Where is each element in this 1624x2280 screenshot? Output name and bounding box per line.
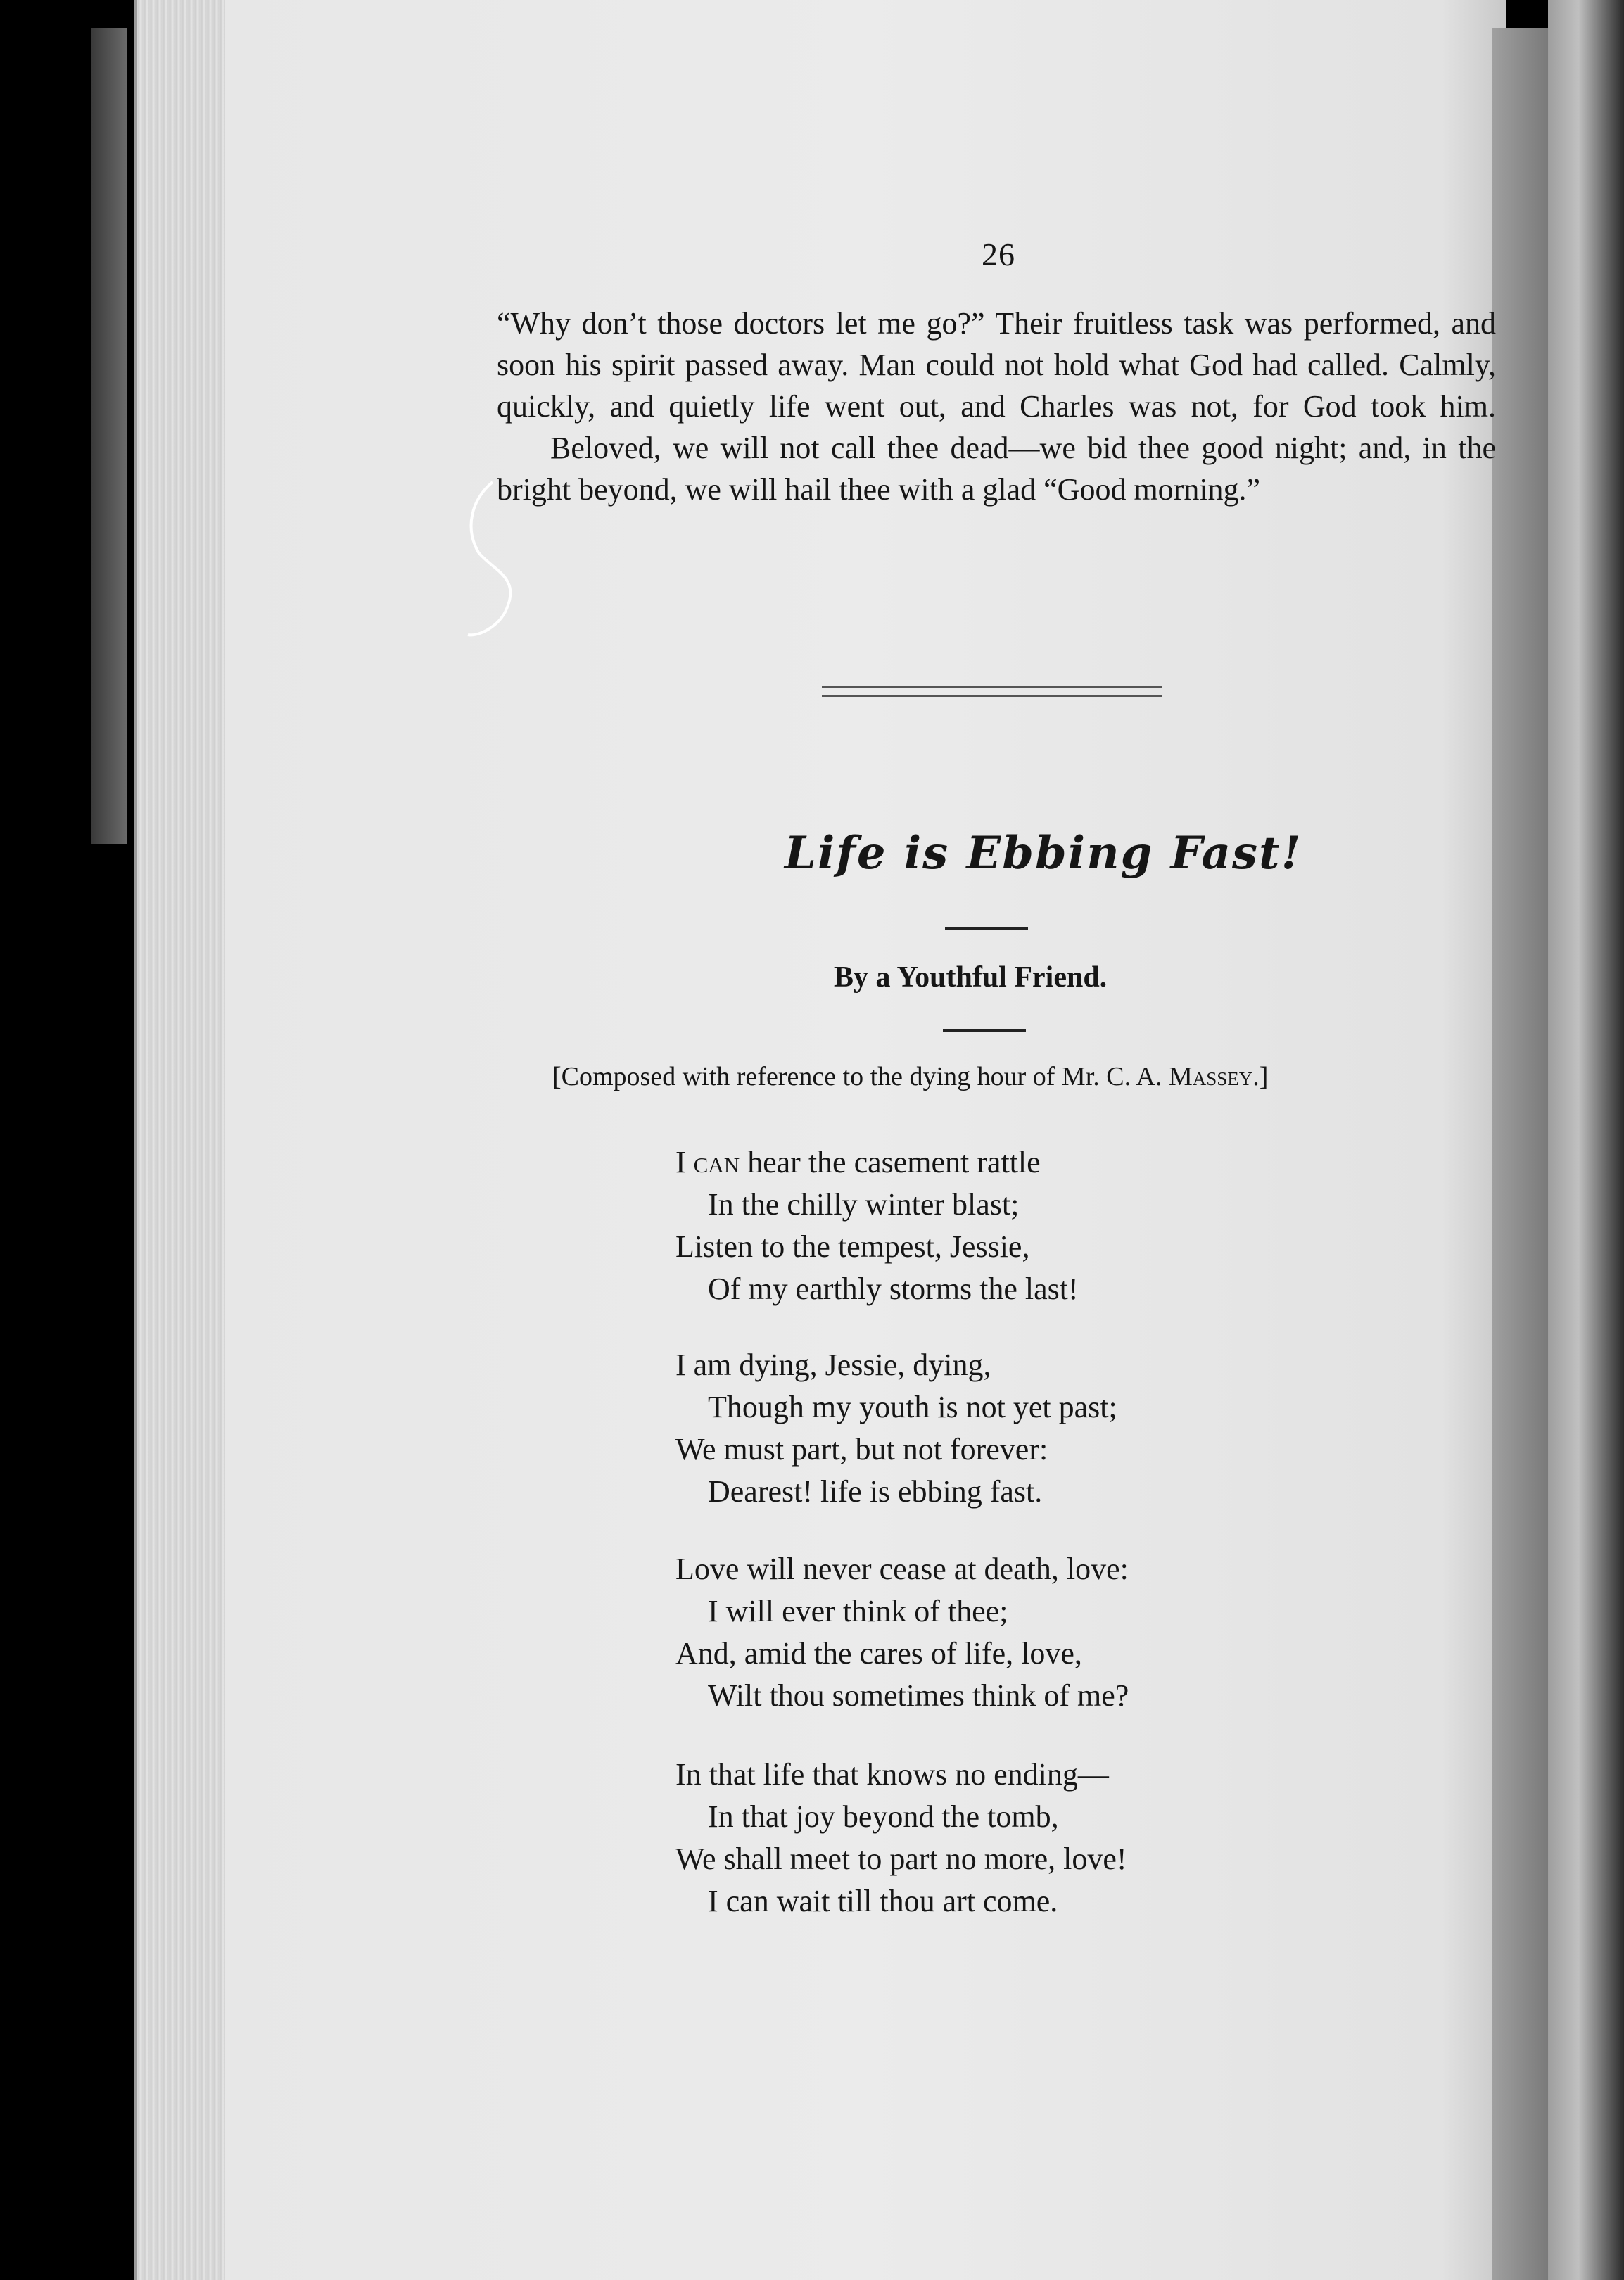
poem-line: Dearest! life is ebbing fast. [708,1474,1043,1509]
prose-block [497,303,1496,510]
poem-stanza [675,1344,1117,1513]
poem-line: In that life that knows no ending— [675,1757,1109,1792]
poem-line: I can wait till thou art come. [708,1884,1058,1918]
poem-line-smallcaps: can [693,1145,740,1179]
poem-stanza [675,1141,1079,1310]
gutter-shadow [1492,28,1548,2280]
poem-line: Listen to the tempest, Jessie, [675,1229,1030,1264]
page-number: 26 [982,236,1015,272]
poem-line: We must part, but not forever: [675,1432,1048,1467]
poem-stanza [675,1754,1127,1923]
byline-rule [943,1029,1026,1032]
poem-line: We shall meet to part no more, love! [675,1842,1127,1876]
poem-line: In that joy beyond the tomb, [708,1799,1059,1834]
poem-line: Wilt thou sometimes think of me? [708,1678,1129,1713]
poem-line-start: I [675,1145,694,1179]
prose-paragraph: Beloved, we will not call thee dead—we bid thee good night; and, in the bright beyond, we will hail thee with a glad “Good morning.” [497,431,1496,507]
poem-line: And, amid the cares of life, love, [675,1636,1082,1671]
page-block-edges [134,0,228,2280]
dedication-close: .] [1252,1062,1269,1091]
poem-stanza [675,1548,1129,1717]
poem-line: Though my youth is not yet past; [708,1390,1117,1424]
book-cover-edge [91,28,127,844]
poem-line [675,1141,1079,1184]
poem-line: I will ever think of thee; [708,1594,1008,1628]
poem-line-rest: hear the casement rattle [740,1145,1041,1179]
poem-dedication [552,1061,1268,1092]
poem-line: Love will never cease at death, love: [675,1552,1129,1586]
title-rule [945,927,1028,930]
dedication-text: [Composed with reference to the dying hour of Mr. C. A. [552,1062,1169,1091]
poem-byline: By a Youthful Friend. [834,961,1108,994]
section-divider [822,686,1162,697]
poem-line: I am dying, Jessie, dying, [675,1348,991,1382]
facing-page-edge [1548,0,1624,2280]
poem-title: Life is Ebbing Fast! [785,827,1302,880]
poem-line: In the chilly winter blast; [708,1187,1020,1222]
poem-line: Of my earthly storms the last! [708,1272,1079,1306]
dedication-name: Massey [1168,1062,1253,1091]
prose-paragraph: “Why don’t those doctors let me go?” Their fruitless task was performed, and soon his spirit passed away. Man could not hold what God had called. Calmly, quickly, and quietly life went out, and Charles was not, for God took him. [497,306,1496,424]
